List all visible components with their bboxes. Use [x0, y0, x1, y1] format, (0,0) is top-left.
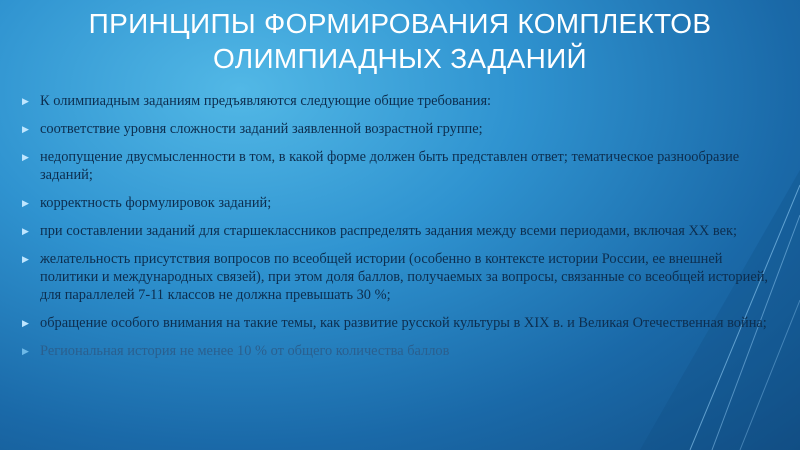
bullet-arrow-icon: ▶: [22, 318, 29, 328]
bullet-item: [22, 120, 778, 138]
slide-title: [20, 6, 780, 76]
bullet-arrow-icon: ▶: [22, 198, 29, 208]
bullet-item: [22, 250, 778, 304]
bullet-text: корректность формулировок заданий;: [40, 195, 272, 211]
bullet-arrow-icon: ▶: [22, 96, 29, 106]
bullet-item: [22, 222, 778, 240]
bullet-text: недопущение двусмысленности в том, в какой форме должен быть представлен ответ; тематическое разнообразие заданий;: [40, 149, 740, 183]
bullet-text: желательность присутствия вопросов по всеобщей истории (особенно в контексте истории России, ее внешней политики и международных связей), при этом доля баллов, получаемых за вопросы, связанные со всеобщей историей, для параллелей 7-11 классов не должна превышать 30 %;: [40, 251, 769, 303]
bullet-arrow-icon: ▶: [22, 152, 29, 162]
bullet-arrow-icon: ▶: [22, 226, 29, 236]
bullet-arrow-icon: ▶: [22, 124, 29, 134]
bullet-arrow-icon: ▶: [22, 346, 29, 356]
bullet-text: Региональная история не менее 10 % от общего количества баллов: [40, 343, 450, 359]
bullet-text: соответствие уровня сложности заданий заявленной возрастной группе;: [40, 121, 483, 137]
bullet-item: [22, 314, 778, 332]
title-line-1: ПРИНЦИПЫ ФОРМИРОВАНИЯ КОМПЛЕКТОВ: [88, 8, 712, 39]
bullet-item: [22, 194, 778, 212]
title-line-2: ОЛИМПИАДНЫХ ЗАДАНИЙ: [213, 43, 587, 74]
bullet-text: обращение особого внимания на такие темы, как развитие русской культуры в XIX в. и Великая Отечественная война;: [40, 315, 767, 331]
bullet-item: [22, 342, 778, 360]
bullet-item: [22, 148, 778, 184]
bullet-list: [22, 92, 778, 370]
bullet-item: [22, 92, 778, 110]
bullet-text: при составлении заданий для старшеклассников распределять задания между всеми периодами, включая XX век;: [40, 223, 737, 239]
bullet-text: К олимпиадным заданиям предъявляются следующие общие требования:: [40, 93, 492, 109]
bullet-arrow-icon: ▶: [22, 254, 29, 264]
